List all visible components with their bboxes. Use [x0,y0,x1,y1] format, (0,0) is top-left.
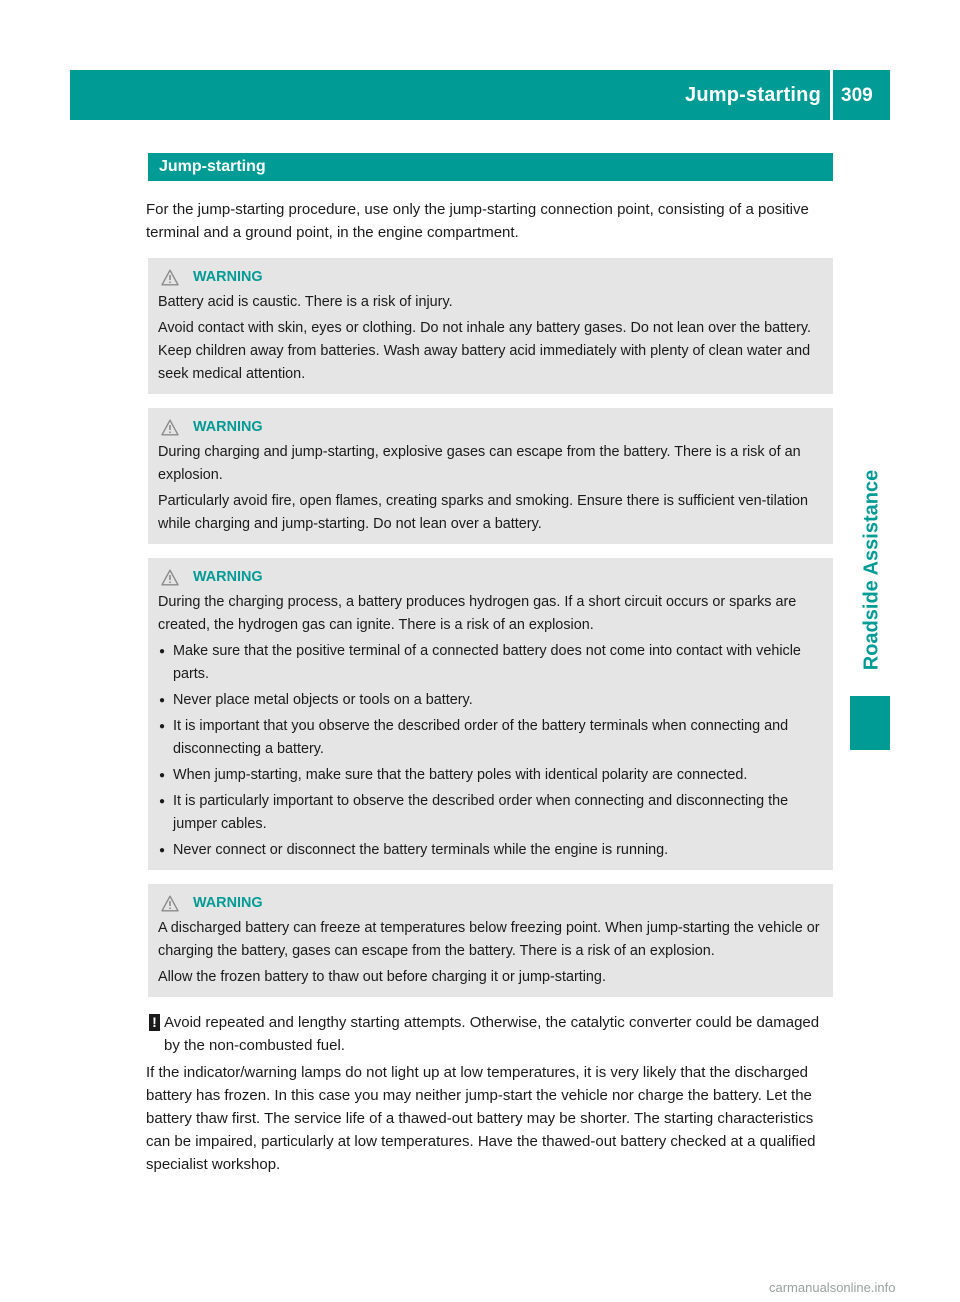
warning-text: Particularly avoid fire, open flames, creating sparks and smoking. Ensure there is sufficient ven-tilation while charging and jump-starting. Do not lean over a battery. [158,493,809,532]
bullet-item: ● Never connect or disconnect the battery terminals while the engine is running. [158,839,825,862]
warning-text: Allow the frozen battery to thaw out before charging it or jump-starting. [158,969,606,985]
watermark: carmanualsonline.info [769,1280,896,1295]
warning-box [148,258,833,394]
warning-triangle-icon [161,895,179,912]
warning-header [158,892,825,914]
warning-bullet-list [158,640,825,862]
warning-text: Battery acid is caustic. There is a risk of injury. [158,294,453,310]
bullet-item: ● It is important that you observe the described order of the battery terminals when connecting and disconnecting a battery. [158,715,825,761]
exclamation-icon: ! [149,1014,160,1031]
warning-label: WARNING [193,268,263,285]
body-paragraph: If the indicator/warning lamps do not light up at low temperatures, it is very likely that the discharged battery has frozen. In this case you may neither jump-start the vehicle nor charge the battery. Let the battery thaw first. The service life of a thawed-out battery may be shorter. The starting characteristics can be impaired, particularly at low temperatures. Have the thawed-out battery checked at a qualified specialist workshop. [146,1064,816,1173]
header-title: Jump-starting [685,84,821,106]
page-header [70,70,890,120]
warning-box [148,558,833,870]
warning-triangle-icon [161,419,179,436]
page-number: 309 [841,85,873,106]
warning-box [148,884,833,997]
warning-text: Avoid contact with skin, eyes or clothing. Do not inhale any battery gases. Do not lean over the battery. Keep children away from batteries. Wash away battery acid immediately with plenty of clean water and seek medical attention. [158,320,812,382]
warning-label: WARNING [193,568,263,585]
bullet-item: ● Make sure that the positive terminal of a connected battery does not come into contact with vehicle parts. [158,640,825,686]
intro-paragraph: For the jump-starting procedure, use only the jump-starting connection point, consisting of a positive terminal and a ground point, in the engine compartment. [146,201,809,241]
warning-box [148,408,833,544]
section-title: Jump-starting [148,153,833,181]
warning-text: During the charging process, a battery produces hydrogen gas. If a short circuit occurs or sparks are created, the hydrogen gas can ignite. There is a risk of an explosion. [158,594,797,633]
warning-text: During charging and jump-starting, explosive gases can escape from the battery. There is a risk of an explosion. [158,444,801,483]
bullet-item: ● When jump-starting, make sure that the battery poles with identical polarity are connected. [158,764,825,787]
side-tab-marker [850,696,890,750]
note-paragraph [146,1011,833,1057]
header-divider [830,70,833,120]
page-content [148,153,833,1176]
warning-label: WARNING [193,894,263,911]
bullet-item: ● Never place metal objects or tools on a battery. [158,689,825,712]
warning-label: WARNING [193,418,263,435]
warning-header [158,416,825,438]
side-tab [857,420,887,720]
warning-text: A discharged battery can freeze at temperatures below freezing point. When jump-starting the vehicle or charging the battery, gases can escape from the battery. There is a risk of an explosion. [158,920,820,959]
note-text: Avoid repeated and lengthy starting attempts. Otherwise, the catalytic converter could be damaged by the non-combusted fuel. [164,1014,820,1054]
warning-header [158,566,825,588]
bullet-item: ● It is particularly important to observe the described order when connecting and disconnecting the jumper cables. [158,790,825,836]
warning-header [158,266,825,288]
warning-triangle-icon [161,269,179,286]
warning-triangle-icon [161,569,179,586]
side-tab-label: Roadside Assistance [860,469,883,671]
